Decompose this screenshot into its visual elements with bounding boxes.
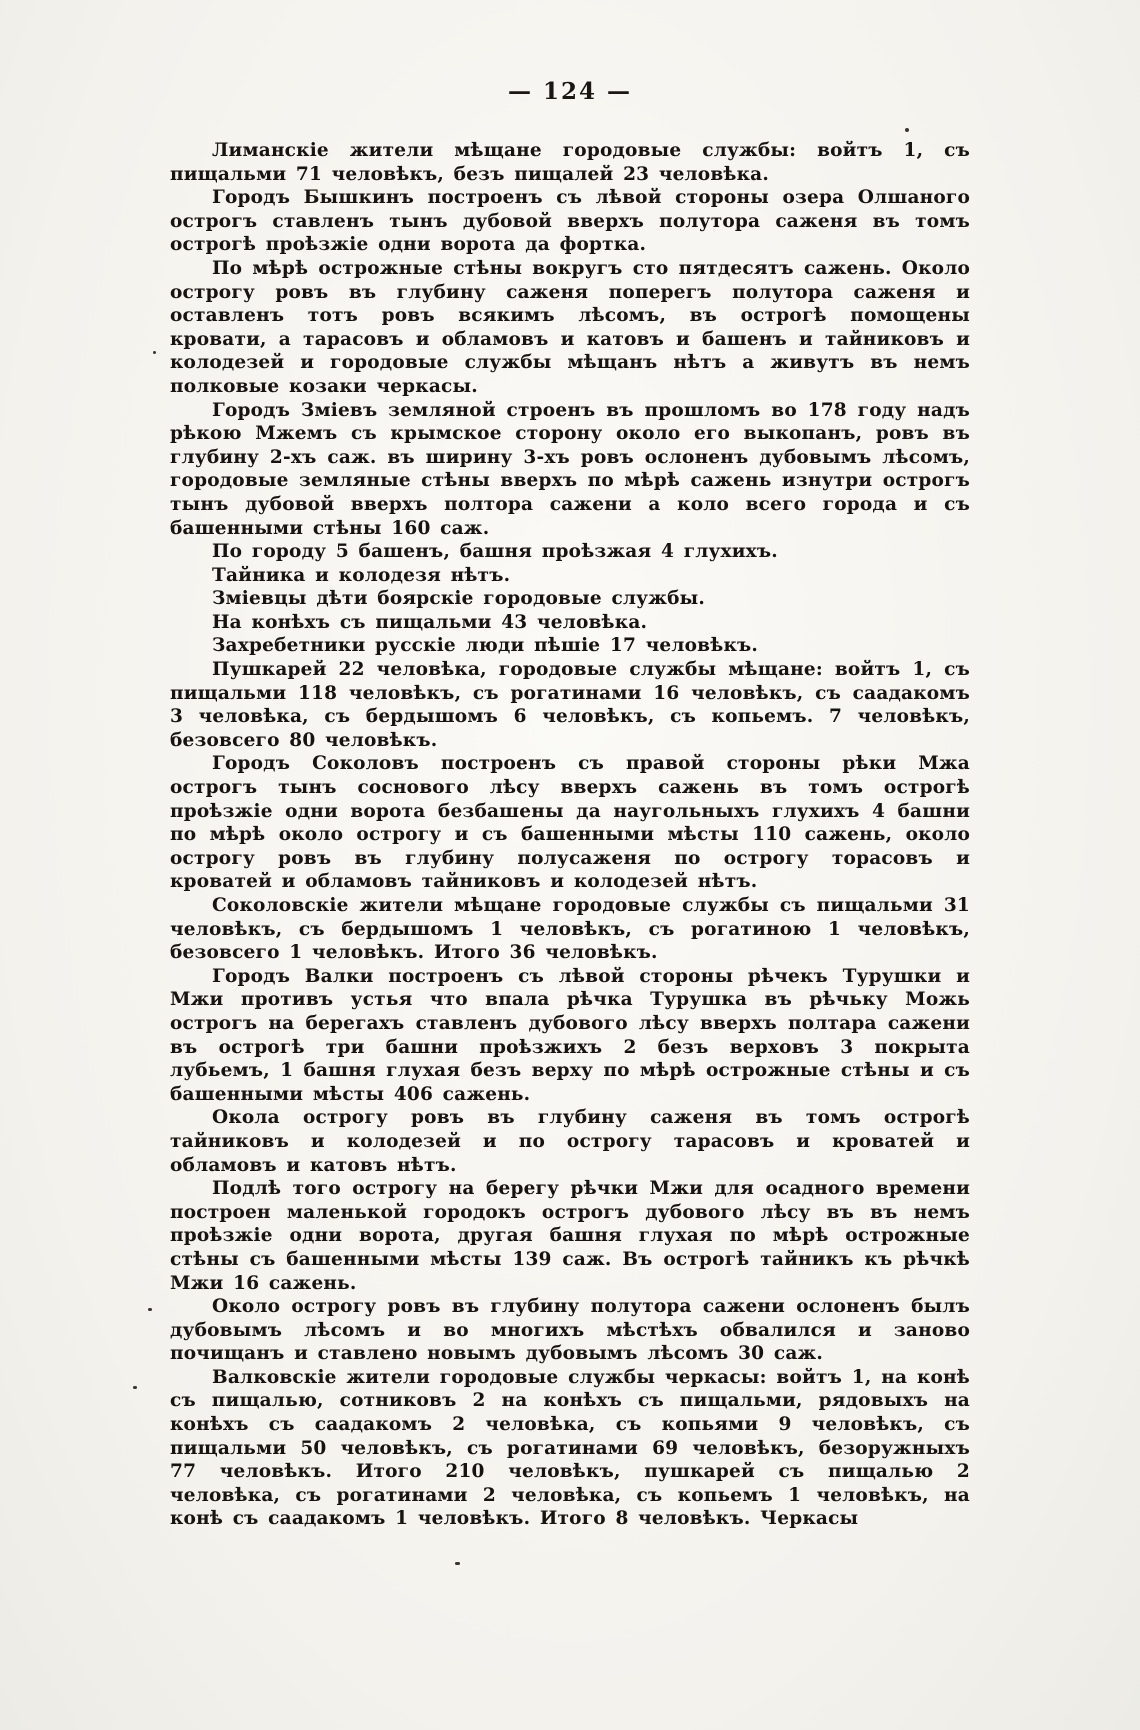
ink-speck [455, 1562, 460, 1565]
paragraph: По городу 5 башенъ, башня проѣзжая 4 глухихъ. [212, 541, 778, 563]
page-number: — 124 — [507, 78, 633, 105]
paragraph: Подлѣ того острогу на берегу рѣчки Мжи для осадного времени построен маленькой городокъ острогъ дубового лѣсу въ въ немъ проѣзжіе одни ворота, другая башня глухая по мѣрѣ острожные стѣны съ башенными мѣсты 139 саж. Въ острогѣ тайникъ къ рѣчкѣ Мжи 16 сажень. [170, 1178, 970, 1294]
paragraph: Валковскіе жители городовые службы черкасы: войтъ 1, на конѣ съ пищалью, сотниковъ 2 на конѣхъ съ пищальми, рядовыхъ на конѣхъ съ саадакомъ 2 человѣка, съ копьями 9 человѣкъ, съ пищальми 50 человѣкъ, съ рогатинами 69 человѣкъ, безоружныхъ 77 человѣкъ. Итого 210 человѣкъ, пушкарей съ пищалью 2 человѣка, съ рогатинами 2 человѣка, съ копьемъ 1 человѣкъ, на конѣ съ саадакомъ 1 человѣкъ. Итого 8 человѣкъ. Черкасы [170, 1366, 970, 1530]
paragraph: Около острогу ровъ въ глубину полутора сажени ослоненъ былъ дубовымъ лѣсомъ и во многихъ мѣстѣхъ обвалился и заново почищанъ и ставлено новымъ дубовымъ лѣсомъ 30 саж. [170, 1296, 970, 1365]
paragraph: Окола острогу ровъ въ глубину саженя въ томъ острогѣ тайниковъ и колодезей и по острогу тарасовъ и кроватей и обламовъ и катовъ нѣтъ. [170, 1107, 970, 1176]
paragraph: Городъ Зміевъ земляной строенъ въ прошломъ во 178 году надъ рѣкою Мжемъ съ крымское сторону около его выкопанъ, ровъ въ глубину 2-хъ саж. въ ширину 3-хъ ровъ ослоненъ дубовымъ лѣсомъ, городовые земляные стѣны вверхъ по мѣрѣ сажень изнутри острогъ тынъ дубовой вверхъ полтора сажени а коло всего города и съ башенными стѣны 160 саж. [170, 399, 970, 539]
ink-speck [905, 128, 909, 132]
paragraph: Пушкарей 22 человѣка, городовые службы мѣщане: войтъ 1, съ пищальми 118 человѣкъ, съ рогатинами 16 человѣкъ, съ саадакомъ 3 человѣка, съ бердышомъ 6 человѣкъ, съ копьемъ. 7 человѣкъ, безовсего 80 человѣкъ. [170, 659, 970, 751]
paragraph: Городъ Валки построенъ съ лѣвой стороны рѣчекъ Турушки и Мжи противъ устья что впала рѣчка Турушка въ рѣчьку Можь острогъ на берегахъ ставленъ дубового лѣсу вверхъ полтара сажени въ острогѣ три башни проѣзжихъ 2 безъ верховъ 3 покрыта лубьемъ, 1 башня глухая безъ верху по мѣрѣ острожные стѣны и съ башенными мѣсты 406 сажень. [170, 965, 970, 1105]
paragraph: Соколовскіе жители мѣщане городовые службы съ пищальми 31 человѣкъ, съ бердышомъ 1 человѣкъ, съ рогатиною 1 человѣкъ, безовсего 1 человѣкъ. Итого 36 человѣкъ. [170, 895, 970, 964]
ink-speck [153, 351, 156, 354]
paragraph: Зміевцы дѣти боярскіе городовые службы. [212, 588, 706, 610]
ink-speck [133, 1386, 137, 1389]
paragraph: Лиманскіе жители мѣщане городовые службы: войтъ 1, съ пищальми 71 человѣкъ, безъ пищалей 23 человѣка. [170, 140, 970, 185]
paragraph: На конѣхъ съ пищальми 43 человѣка. [212, 611, 648, 633]
paragraph: Городъ Соколовъ построенъ съ правой стороны рѣки Мжа острогъ тынъ соснового лѣсу вверхъ сажень въ томъ острогѣ проѣзжіе одни ворота безбашены да наугольныхъ глухихъ 4 башни по мѣрѣ около острогу и съ башенными мѣсты 110 сажень, около острогу ровъ въ глубину полусаженя по острогу торасовъ и кроватей и обламовъ тайниковъ и колодезей нѣтъ. [170, 753, 970, 893]
ink-speck [148, 1308, 152, 1311]
text-block [170, 139, 970, 1531]
paragraph: Городъ Бышкинъ построенъ съ лѣвой стороны озера Олшаного острогъ ставленъ тынъ дубовой вверхъ полутора саженя въ томъ острогѣ проѣзжіе одни ворота да фортка. [170, 187, 970, 256]
paragraph: Тайника и колодезя нѣтъ. [212, 564, 511, 586]
paragraph: По мѣрѣ острожные стѣны вокругъ сто пятдесятъ сажень. Около острогу ровъ въ глубину саженя поперегъ полутора саженя и оставленъ тотъ ровъ всякимъ лѣсомъ, въ острогѣ помощены кровати, а тарасовъ и обламовъ и катовъ и башенъ и тайниковъ и колодезей и городовые службы мѣщанъ нѣтъ а живутъ въ немъ полковые козаки черкасы. [170, 257, 970, 397]
paragraph: Захребетники русскіе люди пѣшіе 17 человѣкъ. [212, 635, 759, 657]
